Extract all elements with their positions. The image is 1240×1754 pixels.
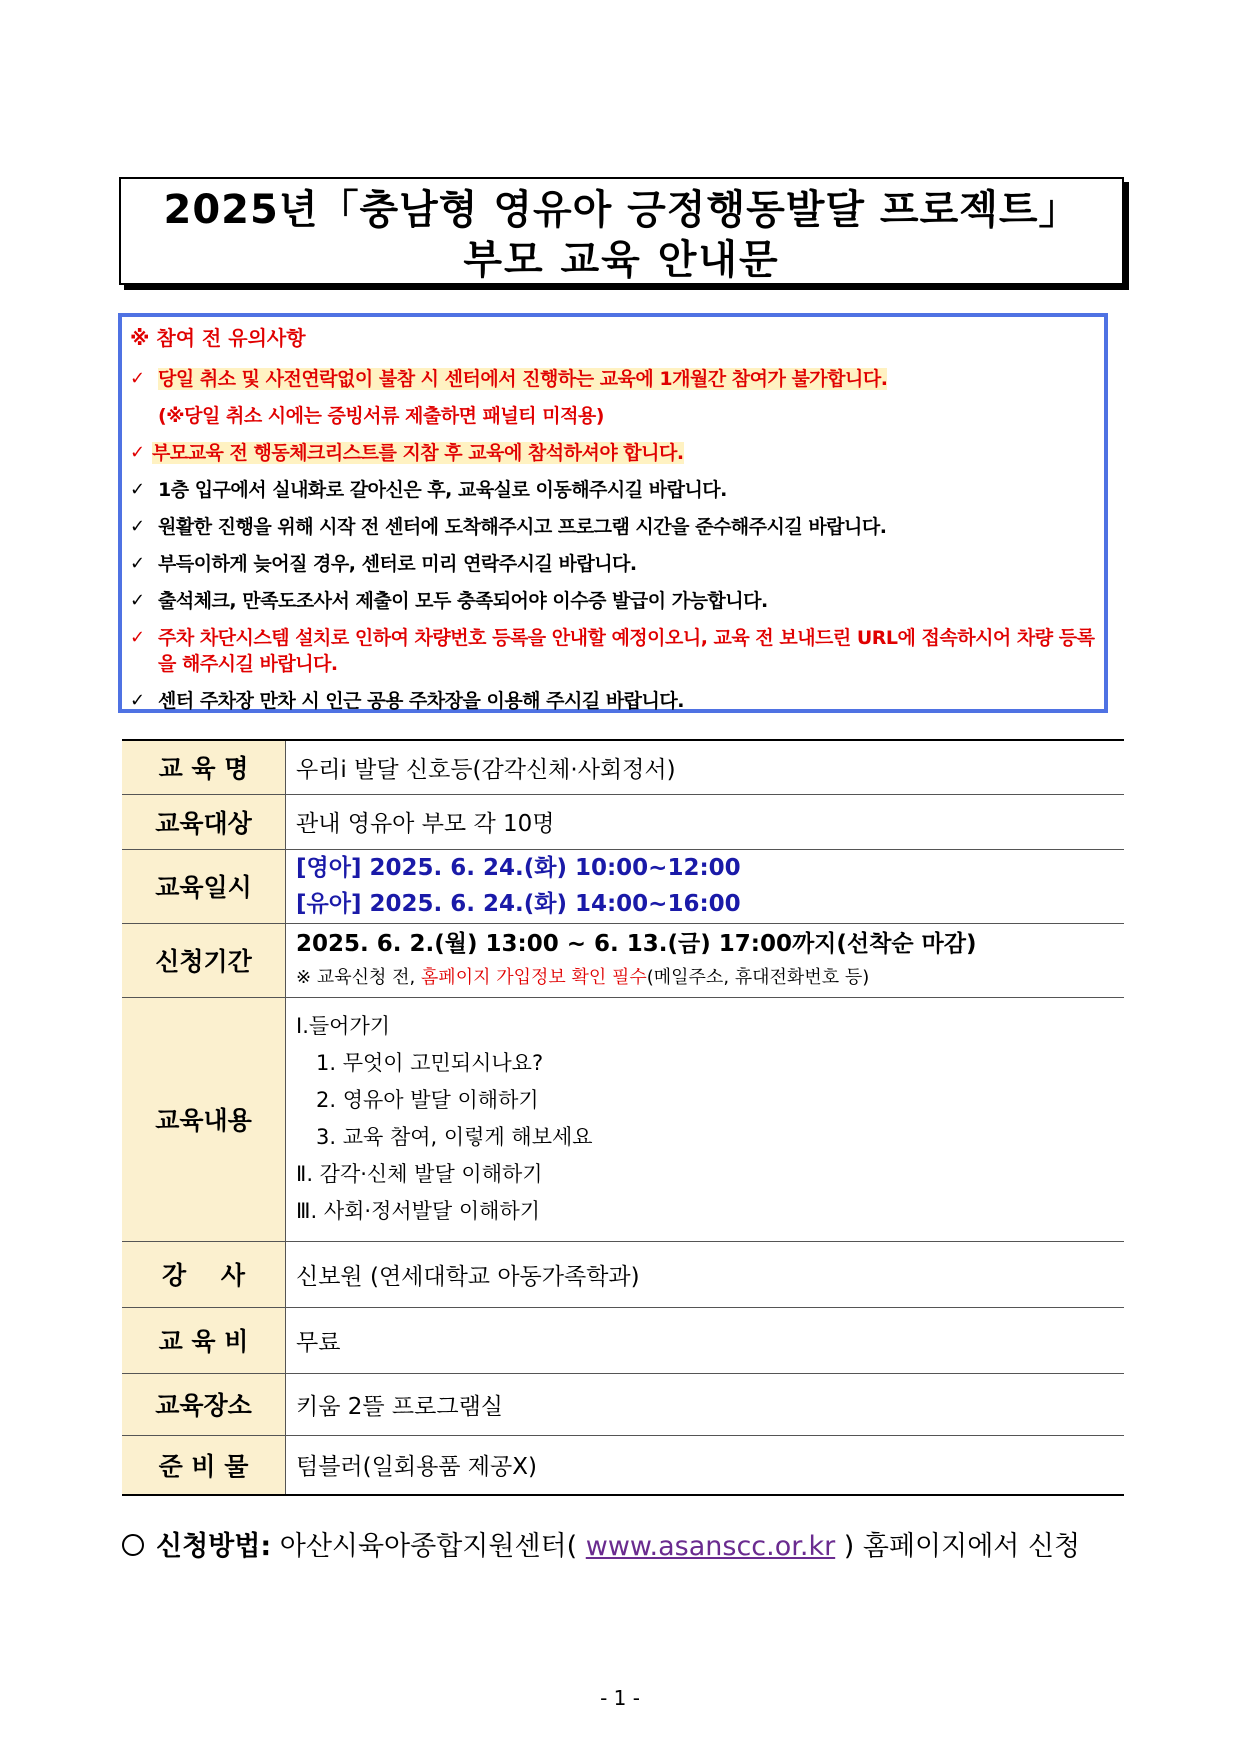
notice-item — [130, 366, 1100, 392]
row-label: 교 육 비 — [122, 1307, 286, 1373]
notice-item-text: 부모교육 전 행동체크리스트를 지참 후 교육에 참석하셔야 합니다. — [152, 442, 684, 464]
row-label: 강 사 — [122, 1241, 286, 1307]
title-line-1: 2025년「충남형 영유아 긍정행동발달 프로젝트」 — [163, 187, 1080, 233]
notice-item-text: 원활한 진행을 위해 시작 전 센터에 도착해주시고 프로그램 시간을 준수해주시길 바랍니다. — [158, 516, 887, 538]
title-line-2: 부모 교육 안내문 — [463, 237, 780, 283]
row-value: 텀블러(일회용품 제공X) — [286, 1435, 1125, 1495]
table-row — [122, 1373, 1124, 1435]
notice-box — [118, 313, 1108, 713]
table-row — [122, 794, 1124, 849]
check-icon: ✓ — [130, 368, 145, 389]
contents-line: 2. 영유아 발달 이해하기 — [316, 1088, 539, 1112]
contents-line: 1. 무엇이 고민되시나요? — [316, 1051, 544, 1075]
homepage-link[interactable]: www.asanscc.or.kr — [585, 1531, 836, 1562]
notice-item — [130, 625, 1100, 677]
circle-bullet-icon — [122, 1534, 144, 1556]
check-icon: ✓ — [130, 590, 145, 611]
table-row — [122, 849, 1124, 923]
row-label: 신청기간 — [122, 923, 286, 997]
notice-item — [130, 551, 1100, 577]
table-row — [122, 1241, 1124, 1307]
row-label: 교육장소 — [122, 1373, 286, 1435]
notice-item — [130, 588, 1100, 614]
row-label: 교육일시 — [122, 849, 286, 923]
table-row — [122, 1307, 1124, 1373]
check-icon: ✓ — [130, 627, 145, 648]
date-infant: [영아] 2025. 6. 24.(화) 10:00~12:00 — [296, 855, 741, 881]
table-row — [122, 1435, 1124, 1495]
check-icon: ✓ — [130, 553, 145, 574]
document-title-box — [119, 177, 1124, 285]
notice-item — [130, 440, 1100, 466]
application-method — [122, 1527, 1080, 1567]
notice-item-subnote: (※당일 취소 시에는 증빙서류 제출하면 패널티 미적용) — [158, 405, 604, 427]
application-label: 신청방법: — [156, 1531, 272, 1562]
contents-line: 3. 교육 참여, 이렇게 해보세요 — [316, 1125, 593, 1149]
row-label: 교육내용 — [122, 997, 286, 1241]
date-toddler: [유아] 2025. 6. 24.(화) 14:00~16:00 — [296, 891, 741, 917]
row-value: 신보원 (연세대학교 아동가족학과) — [286, 1241, 1125, 1307]
notice-item-text: 1층 입구에서 실내화로 갈아신은 후, 교육실로 이동해주시길 바랍니다. — [158, 479, 727, 501]
notice-item — [130, 477, 1100, 503]
page-number: - 1 - — [600, 1686, 640, 1710]
contents-line: Ⅲ. 사회·정서발달 이해하기 — [296, 1199, 541, 1223]
check-icon: ✓ — [130, 442, 145, 463]
row-value: 키움 2뜰 프로그램실 — [286, 1373, 1125, 1435]
row-label: 교육대상 — [122, 794, 286, 849]
notice-item-text: 주차 차단시스템 설치로 인하여 차량번호 등록을 안내할 예정이오니, 교육 전 보내드린 URL에 접속하시어 차량 등록을 해주시길 바랍니다. — [158, 627, 1095, 675]
check-icon: ✓ — [130, 479, 145, 500]
table-row — [122, 740, 1124, 794]
notice-item-text: 당일 취소 및 사전연락없이 불참 시 센터에서 진행하는 교육에 1개월간 참여가 불가합니다. — [158, 368, 888, 390]
program-info-table — [122, 739, 1124, 1496]
row-value: 우리i 발달 신호등(감각신체·사회정서) — [286, 740, 1125, 794]
contents-line: Ⅱ. 감각·신체 발달 이해하기 — [296, 1162, 543, 1186]
period-note: ※ 교육신청 전, 홈페이지 가입정보 확인 필수(메일주소, 휴대전화번호 등) — [296, 967, 870, 988]
row-value: 관내 영유아 부모 각 10명 — [286, 794, 1125, 849]
notice-item — [130, 688, 1100, 714]
row-label: 준 비 물 — [122, 1435, 286, 1495]
center-name: 아산시육아종합지원센터( — [279, 1531, 578, 1562]
table-row — [122, 923, 1124, 997]
notice-heading: ※ 참여 전 유의사항 — [130, 326, 306, 350]
notice-item-text: 출석체크, 만족도조사서 제출이 모두 충족되어야 이수증 발급이 가능합니다. — [158, 590, 768, 612]
check-icon: ✓ — [130, 516, 145, 537]
notice-item-text: 센터 주차장 만차 시 인근 공용 주차장을 이용해 주시길 바랍니다. — [158, 690, 684, 712]
table-row — [122, 997, 1124, 1241]
row-label: 교 육 명 — [122, 740, 286, 794]
notice-item-text: 부득이하게 늦어질 경우, 센터로 미리 연락주시길 바랍니다. — [158, 553, 637, 575]
check-icon: ✓ — [130, 690, 145, 711]
notice-item — [130, 514, 1100, 540]
contents-line: Ⅰ.들어가기 — [296, 1014, 391, 1038]
application-period: 2025. 6. 2.(월) 13:00 ~ 6. 13.(금) 17:00까지(선착순 마감) — [296, 931, 977, 957]
row-value: 무료 — [286, 1307, 1125, 1373]
application-suffix: ) 홈페이지에서 신청 — [843, 1531, 1081, 1562]
